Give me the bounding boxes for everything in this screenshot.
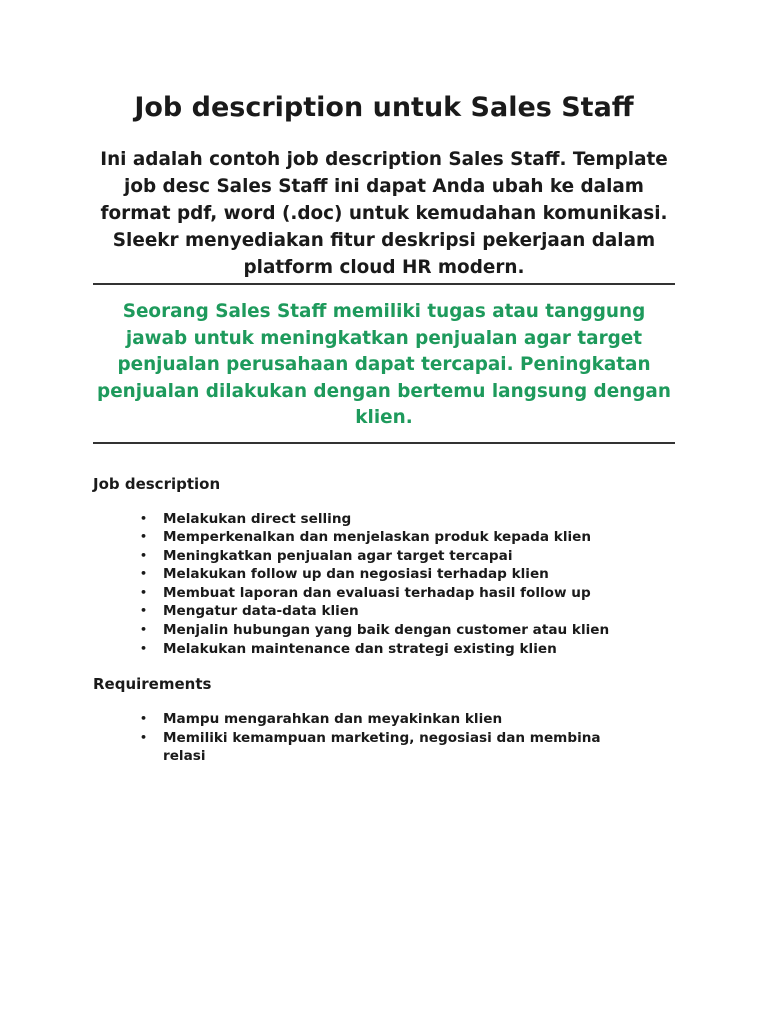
- bullet-icon: •: [140, 623, 148, 637]
- document-page: [93, 0, 675, 766]
- list-item-text: Mengatur data-data klien: [163, 603, 359, 620]
- list-item-text: Memiliki kemampuan marketing, negosiasi dan membina relasi: [163, 729, 601, 765]
- list-item: [93, 565, 633, 584]
- list-item: [93, 584, 633, 603]
- page-title: Job description untuk Sales Staff: [134, 92, 634, 123]
- list-item-text: Meningkatkan penjualan agar target tercapai: [163, 547, 513, 564]
- list-item: [93, 510, 633, 529]
- bullet-icon: •: [140, 641, 148, 655]
- intro-paragraph: Ini adalah contoh job description Sales Staff. Template job desc Sales Staff ini dapat Anda ubah ke dalam format pdf, word (.doc) untuk kemudahan komunikasi. Sleekr menyediakan fitur deskripsi pekerjaan dalam platform cloud HR modern.: [100, 149, 668, 278]
- list-item-text: Melakukan maintenance dan strategi existing klien: [163, 640, 557, 657]
- bullet-icon: •: [140, 511, 148, 525]
- list-item: [93, 621, 633, 640]
- bullet-icon: •: [140, 548, 148, 562]
- list-item: [93, 547, 633, 566]
- highlight-paragraph: Seorang Sales Staff memiliki tugas atau tanggung jawab untuk meningkatkan penjualan agar target penjualan perusahaan dapat tercapai. Peningkatan penjualan dilakukan dengan bertemu langsung dengan klien.: [97, 301, 671, 428]
- list-item-text: Menjalin hubungan yang baik dengan customer atau klien: [163, 622, 610, 639]
- bullet-icon: •: [140, 530, 148, 544]
- bullet-icon: •: [140, 730, 148, 744]
- list-item-text: Memperkenalkan dan menjelaskan produk kepada klien: [163, 529, 592, 546]
- list-item: [93, 729, 633, 766]
- divider-top: [93, 283, 675, 285]
- requirements-heading: Requirements: [93, 675, 212, 694]
- requirements-list: [93, 710, 675, 766]
- list-item: [93, 528, 633, 547]
- list-item: [93, 710, 633, 729]
- list-item: [93, 602, 633, 621]
- list-item-text: Membuat laporan dan evaluasi terhadap hasil follow up: [163, 584, 591, 601]
- job-description-heading: Job description: [93, 474, 221, 493]
- bullet-icon: •: [140, 712, 148, 726]
- bullet-icon: •: [140, 604, 148, 618]
- list-item-text: Mampu mengarahkan dan meyakinkan klien: [163, 711, 503, 728]
- list-item-text: Melakukan follow up dan negosiasi terhadap klien: [163, 566, 549, 583]
- divider-bottom: [93, 442, 675, 444]
- list-item: [93, 640, 633, 659]
- bullet-icon: •: [140, 585, 148, 599]
- list-item-text: Melakukan direct selling: [163, 510, 352, 527]
- bullet-icon: •: [140, 567, 148, 581]
- job-description-list: [93, 510, 675, 659]
